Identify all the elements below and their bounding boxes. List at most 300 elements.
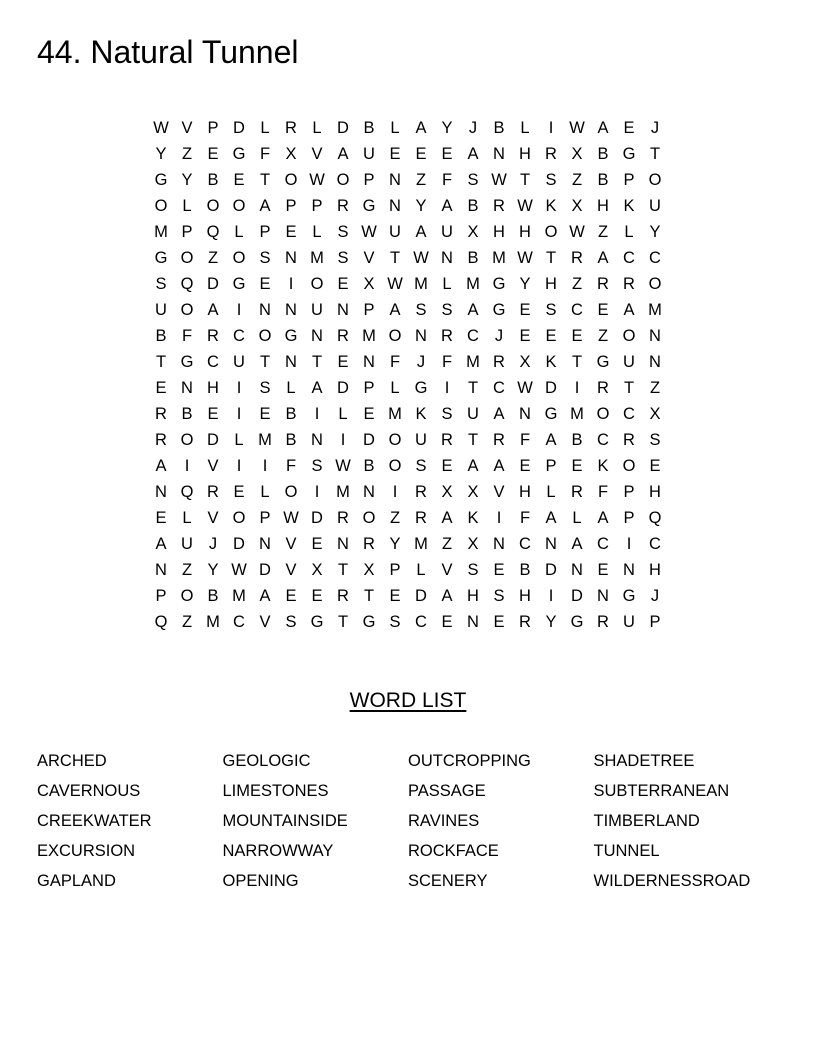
grid-cell: E xyxy=(545,327,557,345)
grid-cell: E xyxy=(519,301,531,319)
grid-cell: I xyxy=(262,457,268,475)
grid-row xyxy=(148,141,668,167)
grid-cell: B xyxy=(207,171,219,189)
grid-cell: P xyxy=(363,379,375,397)
grid-cell: O xyxy=(232,197,246,215)
grid-cell: H xyxy=(649,483,661,501)
grid-row xyxy=(148,271,668,297)
grid-cell: S xyxy=(285,613,297,631)
grid-cell: D xyxy=(259,561,271,579)
grid-cell: E xyxy=(233,483,245,501)
grid-cell: F xyxy=(181,327,193,345)
grid-cell: F xyxy=(441,353,453,371)
grid-cell: W xyxy=(517,379,533,397)
grid-cell: H xyxy=(597,197,609,215)
grid-cell: S xyxy=(337,223,349,241)
grid-cell: R xyxy=(155,431,167,449)
grid-cell: L xyxy=(234,223,244,241)
grid-cell: E xyxy=(571,327,583,345)
grid-cell: G xyxy=(622,587,636,605)
grid-cell: W xyxy=(387,275,403,293)
grid-cell: I xyxy=(574,379,580,397)
grid-cell: G xyxy=(570,613,584,631)
grid-cell: H xyxy=(519,145,531,163)
grid-cell: G xyxy=(414,379,428,397)
grid-cell: P xyxy=(623,509,635,527)
grid-cell: L xyxy=(312,119,322,137)
grid-row xyxy=(148,531,668,557)
grid-cell: G xyxy=(310,613,324,631)
grid-cell: I xyxy=(392,483,398,501)
grid-cell: D xyxy=(545,561,557,579)
grid-cell: M xyxy=(336,483,350,501)
grid-cell: T xyxy=(649,145,661,163)
grid-cell: Z xyxy=(571,275,583,293)
grid-cell: C xyxy=(649,535,661,553)
grid-row xyxy=(148,505,668,531)
grid-cell: C xyxy=(519,535,531,553)
page-title: 44. Natural Tunnel xyxy=(37,34,299,70)
grid-row xyxy=(148,427,668,453)
grid-row xyxy=(148,349,668,375)
grid-cell: V xyxy=(207,509,219,527)
grid-cell: M xyxy=(492,249,506,267)
grid-cell: T xyxy=(259,353,271,371)
grid-cell: B xyxy=(597,171,609,189)
grid-cell: A xyxy=(415,119,427,137)
grid-cell: L xyxy=(312,223,322,241)
grid-cell: F xyxy=(597,483,609,501)
grid-cell: S xyxy=(259,249,271,267)
grid-cell: L xyxy=(286,379,296,397)
word-list-item: LIMESTONES xyxy=(222,782,329,800)
grid-cell: B xyxy=(571,431,583,449)
grid-cell: B xyxy=(285,431,297,449)
grid-cell: U xyxy=(649,197,661,215)
grid-cell: B xyxy=(467,249,479,267)
grid-row xyxy=(148,115,668,141)
grid-row xyxy=(148,193,668,219)
grid-cell: S xyxy=(467,171,479,189)
grid-cell: E xyxy=(285,587,297,605)
word-list-heading: WORD LIST xyxy=(349,689,467,712)
grid-cell: N xyxy=(311,327,323,345)
grid-cell: G xyxy=(362,613,376,631)
grid-cell: N xyxy=(285,353,297,371)
grid-cell: W xyxy=(283,509,299,527)
word-list-item: CAVERNOUS xyxy=(37,782,141,800)
grid-cell: E xyxy=(363,405,375,423)
grid-cell: S xyxy=(389,613,401,631)
grid-row xyxy=(148,609,668,635)
grid-cell: C xyxy=(493,379,505,397)
grid-cell: O xyxy=(180,301,194,319)
grid-cell: A xyxy=(155,535,167,553)
grid-cell: W xyxy=(335,457,351,475)
grid-cell: D xyxy=(363,431,375,449)
grid-cell: G xyxy=(232,145,246,163)
grid-cell: I xyxy=(626,535,632,553)
grid-cell: X xyxy=(467,483,479,501)
grid-cell: D xyxy=(207,275,219,293)
grid-cell: Z xyxy=(597,223,609,241)
grid-cell: S xyxy=(155,275,167,293)
grid-cell: Q xyxy=(180,275,194,293)
grid-row xyxy=(148,297,668,323)
grid-cell: W xyxy=(569,119,585,137)
grid-cell: N xyxy=(285,301,297,319)
grid-cell: Q xyxy=(648,509,662,527)
grid-cell: A xyxy=(415,223,427,241)
grid-cell: J xyxy=(650,587,660,605)
grid-cell: I xyxy=(184,457,190,475)
grid-cell: R xyxy=(415,509,427,527)
grid-cell: W xyxy=(569,223,585,241)
grid-cell: F xyxy=(259,145,271,163)
grid-cell: L xyxy=(338,405,348,423)
grid-cell: H xyxy=(519,587,531,605)
grid-cell: E xyxy=(155,509,167,527)
grid-cell: N xyxy=(415,327,427,345)
grid-cell: R xyxy=(285,119,297,137)
grid-cell: V xyxy=(259,613,271,631)
grid-cell: T xyxy=(467,431,479,449)
grid-cell: X xyxy=(285,145,297,163)
grid-cell: B xyxy=(285,405,297,423)
grid-cell: A xyxy=(571,535,583,553)
grid-cell: O xyxy=(388,457,402,475)
grid-cell: S xyxy=(545,171,557,189)
word-list-item: SHADETREE xyxy=(593,752,695,770)
grid-cell: Y xyxy=(649,223,661,241)
grid-cell: U xyxy=(181,535,193,553)
word-list-column xyxy=(408,748,594,898)
grid-cell: Z xyxy=(441,535,453,553)
grid-cell: T xyxy=(519,171,531,189)
grid-cell: E xyxy=(441,145,453,163)
grid-cell: I xyxy=(236,301,242,319)
grid-cell: M xyxy=(466,275,480,293)
grid-cell: W xyxy=(231,561,247,579)
grid-cell: Z xyxy=(181,145,193,163)
grid-cell: N xyxy=(337,535,349,553)
grid-cell: H xyxy=(467,587,479,605)
grid-cell: Y xyxy=(207,561,219,579)
grid-cell: O xyxy=(362,509,376,527)
grid-cell: Y xyxy=(389,535,401,553)
grid-cell: W xyxy=(413,249,429,267)
grid-cell: L xyxy=(182,509,192,527)
grid-cell: L xyxy=(442,275,452,293)
grid-row xyxy=(148,219,668,245)
grid-cell: M xyxy=(648,301,662,319)
grid-cell: V xyxy=(493,483,505,501)
grid-cell: L xyxy=(390,119,400,137)
grid-cell: D xyxy=(311,509,323,527)
grid-cell: A xyxy=(441,587,453,605)
grid-cell: R xyxy=(415,483,427,501)
grid-cell: C xyxy=(415,613,427,631)
grid-cell: I xyxy=(548,119,554,137)
grid-cell: K xyxy=(545,197,557,215)
grid-cell: Z xyxy=(597,327,609,345)
grid-cell: E xyxy=(207,405,219,423)
grid-cell: G xyxy=(362,197,376,215)
grid-cell: A xyxy=(441,509,453,527)
grid-cell: A xyxy=(545,509,557,527)
grid-cell: E xyxy=(441,457,453,475)
grid-cell: D xyxy=(233,119,245,137)
grid-cell: Y xyxy=(181,171,193,189)
grid-cell: U xyxy=(389,223,401,241)
grid-cell: X xyxy=(571,145,583,163)
grid-cell: T xyxy=(389,249,401,267)
grid-cell: G xyxy=(596,353,610,371)
grid-cell: I xyxy=(236,379,242,397)
grid-cell: U xyxy=(155,301,167,319)
grid-cell: U xyxy=(233,353,245,371)
grid-cell: V xyxy=(285,561,297,579)
grid-cell: G xyxy=(232,275,246,293)
grid-cell: P xyxy=(623,171,635,189)
grid-cell: H xyxy=(649,561,661,579)
grid-row xyxy=(148,453,668,479)
grid-cell: O xyxy=(310,275,324,293)
grid-cell: C xyxy=(233,613,245,631)
grid-cell: M xyxy=(362,327,376,345)
grid-cell: R xyxy=(337,327,349,345)
grid-cell: S xyxy=(337,249,349,267)
grid-cell: U xyxy=(415,431,427,449)
grid-cell: E xyxy=(519,327,531,345)
grid-cell: N xyxy=(311,431,323,449)
grid-cell: O xyxy=(232,249,246,267)
grid-cell: S xyxy=(649,431,661,449)
grid-cell: O xyxy=(622,457,636,475)
grid-cell: E xyxy=(233,171,245,189)
grid-cell: E xyxy=(337,275,349,293)
grid-cell: O xyxy=(648,275,662,293)
word-list-item: RAVINES xyxy=(408,812,480,830)
grid-cell: X xyxy=(467,223,479,241)
grid-cell: W xyxy=(153,119,169,137)
grid-cell: G xyxy=(492,275,506,293)
grid-cell: N xyxy=(571,561,583,579)
grid-cell: W xyxy=(361,223,377,241)
grid-cell: R xyxy=(493,431,505,449)
grid-cell: E xyxy=(597,301,609,319)
grid-cell: R xyxy=(597,379,609,397)
grid-cell: O xyxy=(284,171,298,189)
grid-cell: E xyxy=(155,379,167,397)
grid-cell: E xyxy=(623,119,635,137)
grid-row xyxy=(148,375,668,401)
grid-cell: S xyxy=(259,379,271,397)
grid-cell: S xyxy=(441,301,453,319)
grid-cell: R xyxy=(571,249,583,267)
grid-cell: B xyxy=(363,119,375,137)
grid-cell: Z xyxy=(181,613,193,631)
grid-cell: G xyxy=(622,145,636,163)
grid-cell: B xyxy=(155,327,167,345)
grid-cell: X xyxy=(649,405,661,423)
grid-cell: N xyxy=(155,561,167,579)
grid-cell: E xyxy=(415,145,427,163)
grid-cell: B xyxy=(181,405,193,423)
grid-cell: S xyxy=(415,457,427,475)
grid-cell: M xyxy=(258,431,272,449)
grid-cell: O xyxy=(648,171,662,189)
grid-cell: Z xyxy=(571,171,583,189)
grid-cell: Y xyxy=(155,145,167,163)
grid-cell: R xyxy=(207,327,219,345)
word-list-item: NARROWWAY xyxy=(222,842,334,860)
grid-cell: I xyxy=(444,379,450,397)
grid-cell: A xyxy=(467,145,479,163)
word-list-item: OUTCROPPING xyxy=(408,752,531,770)
grid-cell: X xyxy=(311,561,323,579)
grid-cell: L xyxy=(390,379,400,397)
grid-cell: Y xyxy=(545,613,557,631)
grid-cell: N xyxy=(155,483,167,501)
grid-cell: A xyxy=(467,457,479,475)
grid-cell: Z xyxy=(181,561,193,579)
grid-cell: D xyxy=(337,379,349,397)
grid-cell: O xyxy=(388,327,402,345)
grid-cell: E xyxy=(493,613,505,631)
grid-cell: X xyxy=(519,353,531,371)
grid-cell: Q xyxy=(180,483,194,501)
grid-cell: C xyxy=(467,327,479,345)
grid-cell: A xyxy=(493,405,505,423)
grid-cell: K xyxy=(545,353,557,371)
grid-cell: E xyxy=(493,561,505,579)
grid-cell: B xyxy=(467,197,479,215)
grid-cell: X xyxy=(571,197,583,215)
grid-cell: N xyxy=(519,405,531,423)
grid-cell: E xyxy=(311,587,323,605)
grid-cell: M xyxy=(206,613,220,631)
grid-cell: M xyxy=(388,405,402,423)
grid-cell: A xyxy=(389,301,401,319)
word-list-item: GEOLOGIC xyxy=(222,752,311,770)
grid-cell: A xyxy=(597,249,609,267)
word-list-item: PASSAGE xyxy=(408,782,486,800)
grid-cell: D xyxy=(571,587,583,605)
grid-cell: R xyxy=(623,431,635,449)
grid-cell: C xyxy=(649,249,661,267)
grid-cell: T xyxy=(311,353,323,371)
grid-cell: I xyxy=(314,483,320,501)
grid-cell: E xyxy=(285,223,297,241)
grid-cell: C xyxy=(597,431,609,449)
grid-cell: B xyxy=(519,561,531,579)
grid-cell: O xyxy=(232,509,246,527)
grid-cell: R xyxy=(597,275,609,293)
grid-cell: A xyxy=(597,119,609,137)
grid-cell: H xyxy=(493,223,505,241)
grid-cell: A xyxy=(441,197,453,215)
grid-cell: H xyxy=(519,483,531,501)
word-list-item: SUBTERRANEAN xyxy=(593,782,730,800)
grid-cell: P xyxy=(259,509,271,527)
grid-cell: O xyxy=(258,327,272,345)
grid-cell: A xyxy=(467,301,479,319)
grid-cell: R xyxy=(337,509,349,527)
grid-cell: V xyxy=(181,119,193,137)
grid-cell: F xyxy=(389,353,401,371)
grid-cell: L xyxy=(234,431,244,449)
grid-cell: L xyxy=(260,483,270,501)
word-list-item: ROCKFACE xyxy=(408,842,499,860)
grid-cell: G xyxy=(154,249,168,267)
grid-cell: I xyxy=(236,457,242,475)
grid-cell: G xyxy=(180,353,194,371)
grid-row xyxy=(148,245,668,271)
grid-cell: C xyxy=(233,327,245,345)
grid-cell: T xyxy=(571,353,583,371)
grid-cell: U xyxy=(441,223,453,241)
grid-cell: C xyxy=(623,405,635,423)
grid-cell: A xyxy=(337,145,349,163)
grid-cell: A xyxy=(597,509,609,527)
grid-cell: P xyxy=(623,483,635,501)
grid-cell: O xyxy=(180,431,194,449)
grid-cell: L xyxy=(416,561,426,579)
word-list-column xyxy=(223,748,409,898)
grid-cell: F xyxy=(285,457,297,475)
grid-cell: A xyxy=(259,587,271,605)
grid-cell: N xyxy=(389,171,401,189)
grid-row xyxy=(148,323,668,349)
grid-cell: S xyxy=(415,301,427,319)
grid-cell: U xyxy=(363,145,375,163)
grid-cell: J xyxy=(208,535,218,553)
word-list-column xyxy=(594,748,780,898)
grid-cell: X xyxy=(363,561,375,579)
grid-cell: A xyxy=(155,457,167,475)
grid-cell: R xyxy=(571,483,583,501)
grid-cell: N xyxy=(337,301,349,319)
grid-row xyxy=(148,557,668,583)
grid-cell: R xyxy=(597,613,609,631)
grid-cell: Y xyxy=(441,119,453,137)
grid-cell: E xyxy=(207,145,219,163)
grid-cell: F xyxy=(441,171,453,189)
grid-cell: J xyxy=(468,119,478,137)
grid-cell: P xyxy=(389,561,401,579)
grid-cell: P xyxy=(155,587,167,605)
grid-cell: D xyxy=(415,587,427,605)
grid-cell: A xyxy=(311,379,323,397)
grid-cell: J xyxy=(494,327,504,345)
grid-cell: E xyxy=(337,353,349,371)
grid-cell: T xyxy=(623,379,635,397)
grid-cell: H xyxy=(207,379,219,397)
grid-cell: H xyxy=(519,223,531,241)
grid-row xyxy=(148,401,668,427)
grid-cell: Q xyxy=(154,613,168,631)
grid-cell: E xyxy=(571,457,583,475)
grid-cell: S xyxy=(545,301,557,319)
grid-cell: P xyxy=(311,197,323,215)
grid-cell: D xyxy=(545,379,557,397)
grid-cell: O xyxy=(596,405,610,423)
grid-cell: O xyxy=(336,171,350,189)
grid-cell: R xyxy=(519,613,531,631)
grid-cell: X xyxy=(441,483,453,501)
grid-cell: G xyxy=(154,171,168,189)
